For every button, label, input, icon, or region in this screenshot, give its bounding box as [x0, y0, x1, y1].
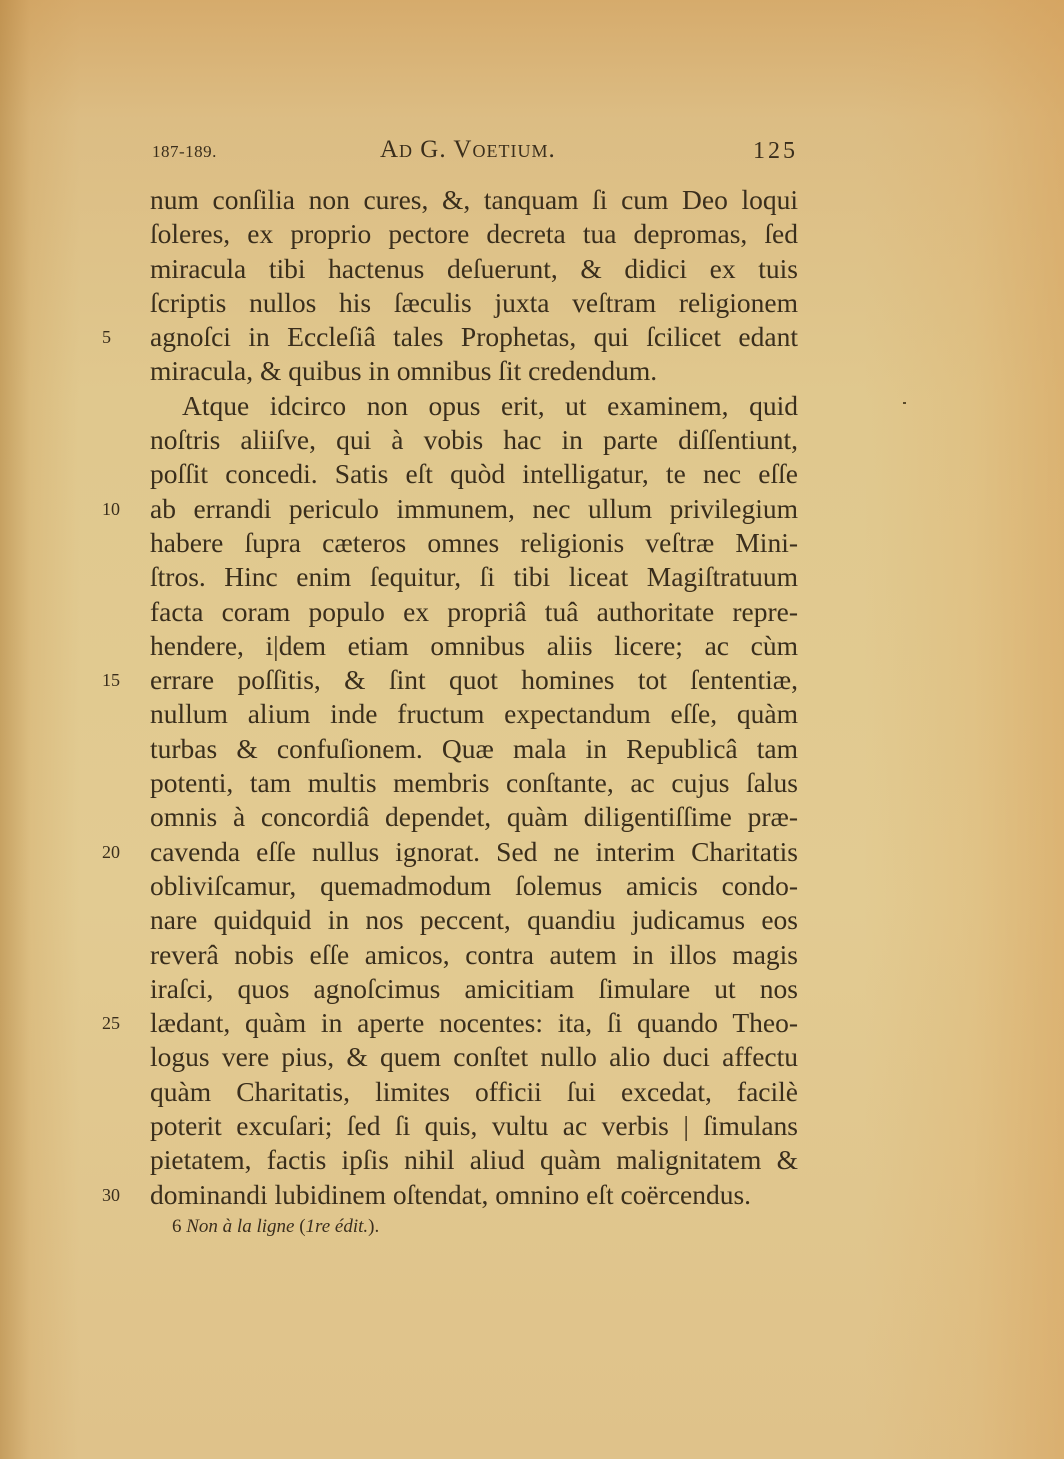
text-line [150, 423, 798, 457]
line-number: 5 [102, 327, 111, 348]
line-text: poſſit concedi. Satis eſt quòd intelligatur, te nec eſſe [150, 458, 798, 490]
line-number: 20 [102, 841, 120, 862]
page-number: 125 [753, 138, 798, 164]
text-line [150, 457, 798, 491]
text-line [150, 526, 798, 560]
text-line [102, 1006, 798, 1040]
line-text: pietatem, factis ipſis nihil aliud quàm malignitatem & [150, 1144, 798, 1176]
line-text: obliviſcamur, quemadmodum ſolemus amicis condo- [150, 869, 798, 901]
text-line [150, 629, 798, 663]
text-line [102, 492, 798, 526]
text-line [150, 732, 798, 766]
text-line [150, 560, 798, 594]
line-number: 30 [102, 1184, 120, 1205]
text-line [102, 663, 798, 697]
text-line [150, 217, 798, 251]
text-line [102, 1178, 798, 1212]
text-line [150, 697, 798, 731]
line-text: hendere, i|dem etiam omnibus aliis licere; ac cùm [150, 629, 798, 661]
text-line [150, 766, 798, 800]
paper-speck [903, 402, 906, 404]
line-text: Atque idcirco non opus erit, ut examinem, quid [182, 389, 798, 421]
line-text: agnoſci in Eccleſiâ tales Prophetas, qui ſcilicet edant [150, 321, 798, 353]
footnote [172, 1216, 379, 1238]
line-text: omnis à concordiâ dependet, quàm diligentiſſime præ- [150, 801, 798, 833]
text-line [150, 1143, 798, 1177]
line-text: nare quidquid in nos peccent, quandiu judicamus eos [150, 904, 798, 936]
running-header [152, 136, 798, 170]
body-text [102, 183, 798, 1212]
text-line [150, 286, 798, 320]
line-text: logus vere pius, & quem conſtet nullo alio duci affectu [150, 1041, 798, 1073]
line-number: 10 [102, 498, 120, 519]
text-line [150, 1075, 798, 1109]
text-line [150, 354, 798, 388]
line-text: dominandi lubidinem oſtendat, omnino eſt coërcendus. [150, 1178, 752, 1210]
text-line [150, 972, 798, 1006]
footnote-edition: 1re édit. [305, 1216, 369, 1237]
line-number: 25 [102, 1013, 120, 1034]
text-line [150, 938, 798, 972]
line-text: facta coram populo ex propriâ tuâ authoritate repre- [150, 595, 798, 627]
footnote-paren-close: ). [368, 1216, 380, 1237]
line-text: reverâ nobis eſſe amicos, contra autem in illos magis [150, 938, 798, 970]
line-text: ab errandi periculo immunem, nec ullum privilegium [150, 492, 798, 524]
line-text: ſcriptis nullos his ſæculis juxta veſtram religionem [150, 286, 798, 318]
line-text: poterit excuſari; ſed ſi quis, vultu ac verbis | ſimulans [150, 1110, 798, 1142]
line-text: noſtris aliiſve, qui à vobis hac in parte diſſentiunt, [150, 424, 798, 456]
line-text: habere ſupra cæteros omnes religionis veſtræ Mini- [150, 526, 798, 558]
section-range: 187-189. [152, 142, 217, 161]
line-number: 15 [102, 670, 120, 691]
text-line [150, 869, 798, 903]
footnote-text: Non à la ligne [186, 1216, 295, 1237]
text-line [102, 835, 798, 869]
line-text: cavenda eſſe nullus ignorat. Sed ne interim Charitatis [150, 835, 798, 867]
text-line [150, 183, 798, 217]
line-text: ſtros. Hinc enim ſequitur, ſi tibi liceat Magiſtratuum [150, 561, 798, 593]
text-line [150, 1040, 798, 1074]
line-text: miracula, & quibus in omnibus ſit credendum. [150, 355, 658, 387]
text-line [150, 595, 798, 629]
line-text: turbas & confuſionem. Quæ mala in Republicâ tam [150, 732, 798, 764]
line-text: errare poſſitis, & ſint quot homines tot ſententiæ, [150, 664, 798, 696]
line-text: miracula tibi hactenus deſuerunt, & didici ex tuis [150, 252, 798, 284]
text-line [150, 389, 798, 423]
text-line [150, 1109, 798, 1143]
text-line [102, 320, 798, 354]
text-line [150, 903, 798, 937]
line-text: lædant, quàm in aperte nocentes: ita, ſi quando Theo- [150, 1007, 798, 1039]
text-line [150, 800, 798, 834]
footnote-paren-open: ( [294, 1216, 306, 1237]
footnote-number: 6 [172, 1216, 182, 1237]
line-text: potenti, tam multis membris conſtante, ac cujus ſalus [150, 767, 798, 799]
line-text: ſoleres, ex proprio pectore decreta tua depromas, ſed [150, 218, 798, 250]
line-text: quàm Charitatis, limites officii ſui excedat, facilè [150, 1075, 798, 1107]
text-line [150, 252, 798, 286]
line-text: num conſilia non cures, &, tanquam ſi cum Deo loqui [150, 184, 798, 215]
line-text: nullum alium inde fructum expectandum eſſe, quàm [150, 698, 798, 730]
running-title: Ad G. Voetium. [380, 136, 556, 163]
line-text: iraſci, quos agnoſcimus amicitiam ſimulare ut nos [150, 972, 798, 1004]
